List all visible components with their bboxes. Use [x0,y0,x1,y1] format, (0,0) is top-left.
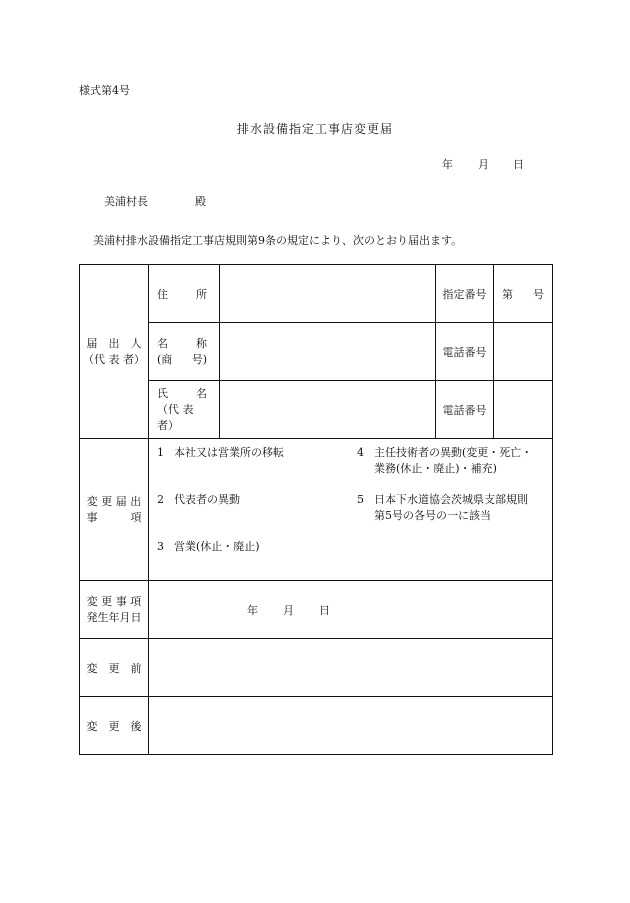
representative-row [80,381,553,439]
phone-label: 電話番号 [436,323,494,381]
before-field[interactable] [149,639,553,697]
occurrence-date-field[interactable] [149,581,553,639]
occurrence-date-row [80,581,553,639]
change-items-options: 1 本社又は営業所の移転 2 代表者の異動 3 営業(休止・廃止) 4 主任技術者の異動(変更・死亡・ 業務(休止・廃止)・補充) 5 日本下水道協会茨城県支部規則 第5号の各号の一に該当 [149,439,553,581]
before-label: 変 更 前 [80,639,149,697]
registration-number-label: 指定番号 [436,265,494,323]
representative-phone-label: 電話番号 [436,381,494,439]
recipient-name: 美浦村長 [104,195,148,208]
change-items-label: 変 更 届 出 事 項 [80,439,149,581]
recipient-honorific: 殿 [195,195,206,208]
representative-label: 氏 名 （代 表 者） [149,381,220,439]
name-label: 名 称 (商 号) [149,323,220,381]
phone-field[interactable] [494,323,553,381]
address-row [80,265,553,323]
intro-statement: 美浦村排水設備指定工事店規則第9条の規定により、次のとおり届出ます。 [93,234,463,247]
after-field[interactable] [149,697,553,755]
occurrence-month-label: 月 [283,604,294,617]
after-row [80,697,553,755]
date-day-label: 日 [513,158,524,171]
form-number: 様式第4号 [79,84,130,97]
occurrence-day-label: 日 [319,604,330,617]
representative-phone-field[interactable] [494,381,553,439]
date-month-label: 月 [478,158,489,171]
name-row [80,323,553,381]
date-year-label: 年 [442,158,453,171]
after-label: 変 更 後 [80,697,149,755]
registration-number-field[interactable]: 第 号 [494,265,553,323]
representative-field[interactable] [220,381,436,439]
address-field[interactable] [220,265,436,323]
document-title: 排水設備指定工事店変更届 [236,122,393,136]
occurrence-date-label: 変 更 事 項 発生年月日 [80,581,149,639]
change-notification-table [79,264,553,755]
change-items-row [80,439,553,581]
address-label: 住 所 [149,265,220,323]
before-row [80,639,553,697]
applicant-section-label: 届 出 人 （代 表 者） [80,265,149,439]
occurrence-year-label: 年 [247,604,258,617]
name-field[interactable] [220,323,436,381]
